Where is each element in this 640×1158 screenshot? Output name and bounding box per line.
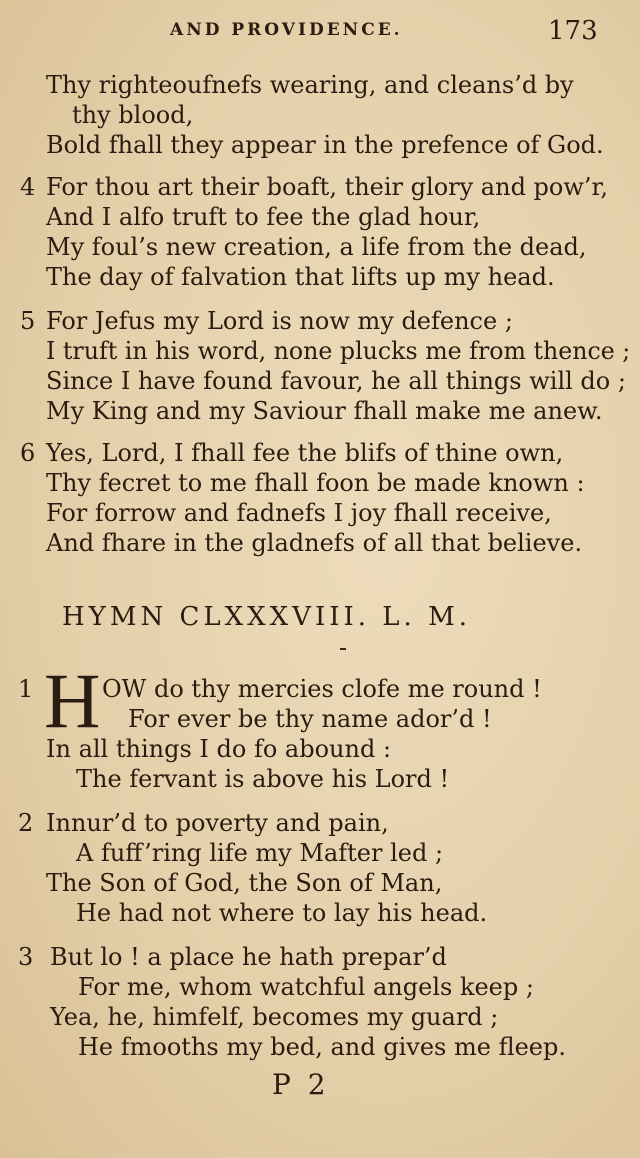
verse-line: The Son of God, the Son of Man, (46, 869, 443, 897)
verse-line: And I alfo truft to fee the glad hour, (46, 203, 481, 231)
page-number: 173 (548, 16, 598, 46)
verse-line: Thy righteoufnefs wearing, and cleans’d by (46, 71, 574, 99)
verse-line: For thou art their boaft, their glory and pow’r, (46, 173, 609, 201)
verse-line: The day of falvation that lifts up my head. (46, 263, 555, 291)
verse-line: The fervant is above his Lord ! (76, 765, 450, 793)
verse-line: thy blood, (72, 101, 194, 129)
verse-line: OW do thy mercies clofe me round ! (102, 675, 542, 703)
verse-number: 6 (20, 439, 36, 467)
verse-line: But lo ! a place he hath prepar’d (50, 943, 447, 971)
verse-line: And fhare in the gladnefs of all that believe. (46, 529, 583, 557)
signature-mark: P 2 (272, 1068, 330, 1101)
verse-line: For me, whom watchful angels keep ; (78, 973, 534, 1001)
verse-line: Since I have found favour, he all things will do ; (46, 367, 626, 395)
verse-number: 2 (18, 809, 34, 837)
verse-line: A fuff’ring life my Mafter led ; (76, 839, 444, 867)
verse-line: For forrow and fadnefs I joy fhall receive, (46, 499, 552, 527)
page-header (0, 14, 640, 54)
verse-line: My King and my Saviour fhall make me anew. (46, 397, 603, 425)
drop-cap: H (44, 657, 101, 744)
verse-line: He had not where to lay his head. (76, 899, 488, 927)
hymn-title: HYMN CLXXXVIII. L. M. (62, 602, 471, 632)
verse-line: For Jefus my Lord is now my defence ; (46, 307, 513, 335)
verse-number: 3 (18, 943, 34, 971)
verse-line: I truft in his word, none plucks me from thence ; (46, 337, 631, 365)
verse-line: In all things I do fo abound : (46, 735, 392, 763)
running-head: AND PROVIDENCE. (170, 20, 403, 40)
verse-number: 5 (20, 307, 36, 335)
title-ornament-dash (340, 648, 346, 650)
verse-line: Yes, Lord, I fhall fee the blifs of thine own, (46, 439, 564, 467)
verse-number: 4 (20, 173, 36, 201)
verse-line: My foul’s new creation, a life from the dead, (46, 233, 587, 261)
verse-number: 1 (18, 675, 34, 703)
verse-line: Yea, he, himfelf, becomes my guard ; (50, 1003, 499, 1031)
verse-line: Bold fhall they appear in the prefence of God. (46, 131, 604, 159)
verse-line: For ever be thy name ador’d ! (128, 705, 492, 733)
verse-line: He fmooths my bed, and gives me fleep. (78, 1033, 566, 1061)
verse-line: Thy fecret to me fhall foon be made known : (46, 469, 585, 497)
verse-line: Innur’d to poverty and pain, (46, 809, 389, 837)
